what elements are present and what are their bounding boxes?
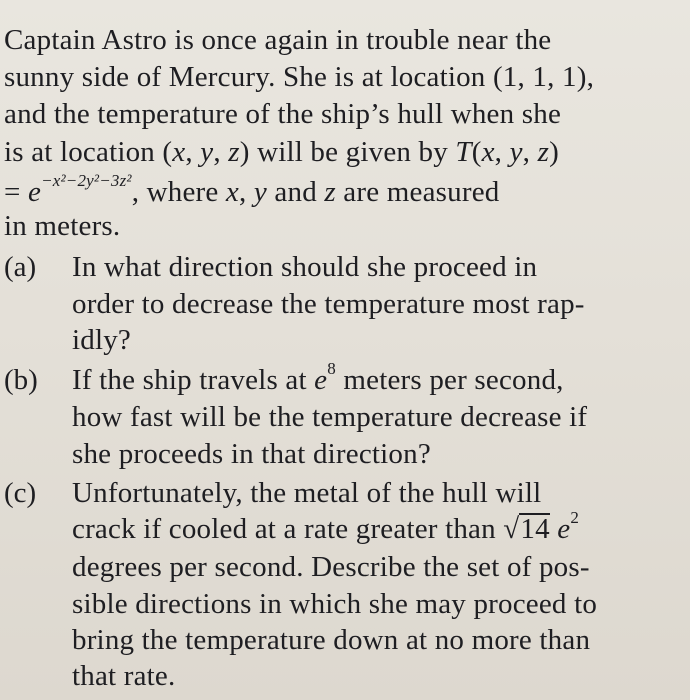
intro-line-3: and the temperature of the ship’s hull when she [4, 98, 562, 130]
part-a-line-1: In what direction should she proceed in [72, 251, 538, 283]
part-b-line-2: how fast will be the temperature decrease if [72, 401, 588, 433]
part-b-line-1: If the ship travels at $e^8$ meters per second, [72, 359, 564, 396]
intro-line-1: Captain Astro is once again in trouble near the [4, 24, 552, 56]
part-b-line-3: she proceeds in that direction? [72, 438, 431, 470]
intro-line-6: in meters. [4, 210, 121, 242]
part-c-label: (c) [4, 477, 37, 509]
part-b-label: (b) [4, 364, 38, 396]
square-root-expression: √14 [503, 513, 550, 545]
part-c-line-4: sible directions in which she may proceed to [72, 588, 598, 620]
part-c-line-3: degrees per second. Describe the set of pos- [72, 551, 590, 583]
part-c-line-2: crack if cooled at a rate greater than √14 $e^2$ [72, 508, 580, 545]
part-c-line-6: that rate. [72, 660, 176, 692]
part-a-label: (a) [4, 251, 37, 283]
intro-line-5-formula: = $e^{-x^2-2y^2-3z^2}$, where x, y and z are measured [4, 171, 500, 208]
part-a-line-2: order to decrease the temperature most rap- [72, 288, 585, 320]
intro-line-4: is at location (x, y, z) will be given by T(x, y, z) [4, 136, 559, 168]
part-c-line-5: bring the temperature down at no more than [72, 624, 591, 656]
part-a-line-3: idly? [72, 324, 131, 356]
part-c-line-1: Unfortunately, the metal of the hull will [72, 477, 542, 509]
intro-line-2: sunny side of Mercury. She is at location (1, 1, 1), [4, 61, 595, 93]
